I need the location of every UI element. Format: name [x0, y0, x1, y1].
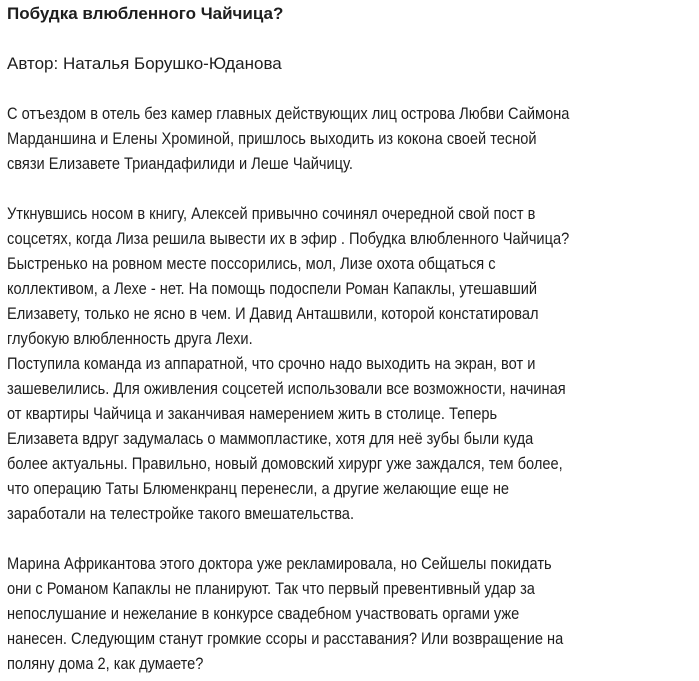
text-line: заработали на телестройке такого вмешательства. — [7, 504, 355, 523]
text-line: Уткнувшись носом в книгу, Алексей привычно сочинял очередной свой пост в — [7, 204, 536, 223]
article-author: Автор: Наталья Борушко-Юданова — [7, 54, 282, 73]
paragraph-3 — [7, 351, 697, 526]
text-line: зашевелились. Для оживления соцсетей использовали все возможности, начиная — [7, 379, 566, 398]
paragraph-2 — [7, 201, 697, 351]
paragraph-gap — [7, 526, 697, 551]
paragraph-4 — [7, 551, 697, 676]
paragraph-1 — [7, 101, 697, 176]
text-line: от квартиры Чайчица и заканчивая намерением жить в столице. Теперь — [7, 404, 498, 423]
text-line: Елизавету, только не ясно в чем. И Давид Анташвили, которой констатировал — [7, 304, 539, 323]
text-line: поляну дома 2, как думаете? — [7, 654, 204, 673]
text-line: С отъездом в отель без камер главных действующих лиц острова Любви Саймона — [7, 104, 570, 123]
text-line: коллективом, а Лехе - нет. На помощь подоспели Роман Капаклы, утешавший — [7, 279, 538, 298]
article — [7, 0, 697, 676]
text-line: связи Елизавете Триандафилиди и Леше Чайчицу. — [7, 154, 353, 173]
paragraph-gap — [7, 176, 697, 201]
text-line: Марданшина и Елены Хроминой, пришлось выходить из кокона своей тесной — [7, 129, 537, 148]
text-line: соцсетях, когда Лиза решила вывести их в эфир . Побудка влюбленного Чайчица? — [7, 229, 570, 248]
text-line: непослушание и нежелание в конкурсе свадебном участвовать оргами уже — [7, 604, 520, 623]
text-line: Марина Африкантова этого доктора уже рекламировала, но Сейшелы покидать — [7, 554, 552, 573]
text-line: глубокую влюбленность друга Лехи. — [7, 329, 253, 348]
text-line: Елизавета вдруг задумалась о маммопластике, хотя для неё зубы были куда — [7, 429, 534, 448]
text-line: что операцию Таты Блюменкранц перенесли, а другие желающие еще не — [7, 479, 510, 498]
article-title: Побудка влюбленного Чайчица? — [7, 4, 284, 23]
text-line: более актуальны. Правильно, новый домовский хирург уже заждался, тем более, — [7, 454, 563, 473]
text-line: Поступила команда из аппаратной, что срочно надо выходить на экран, вот и — [7, 354, 536, 373]
text-line: нанесен. Следующим станут громкие ссоры и расставания? Или возвращение на — [7, 629, 564, 648]
text-line: они с Романом Капаклы не планируют. Так что первый превентивный удар за — [7, 579, 535, 598]
text-line: Быстренько на ровном месте поссорились, мол, Лизе охота общаться с — [7, 254, 496, 273]
